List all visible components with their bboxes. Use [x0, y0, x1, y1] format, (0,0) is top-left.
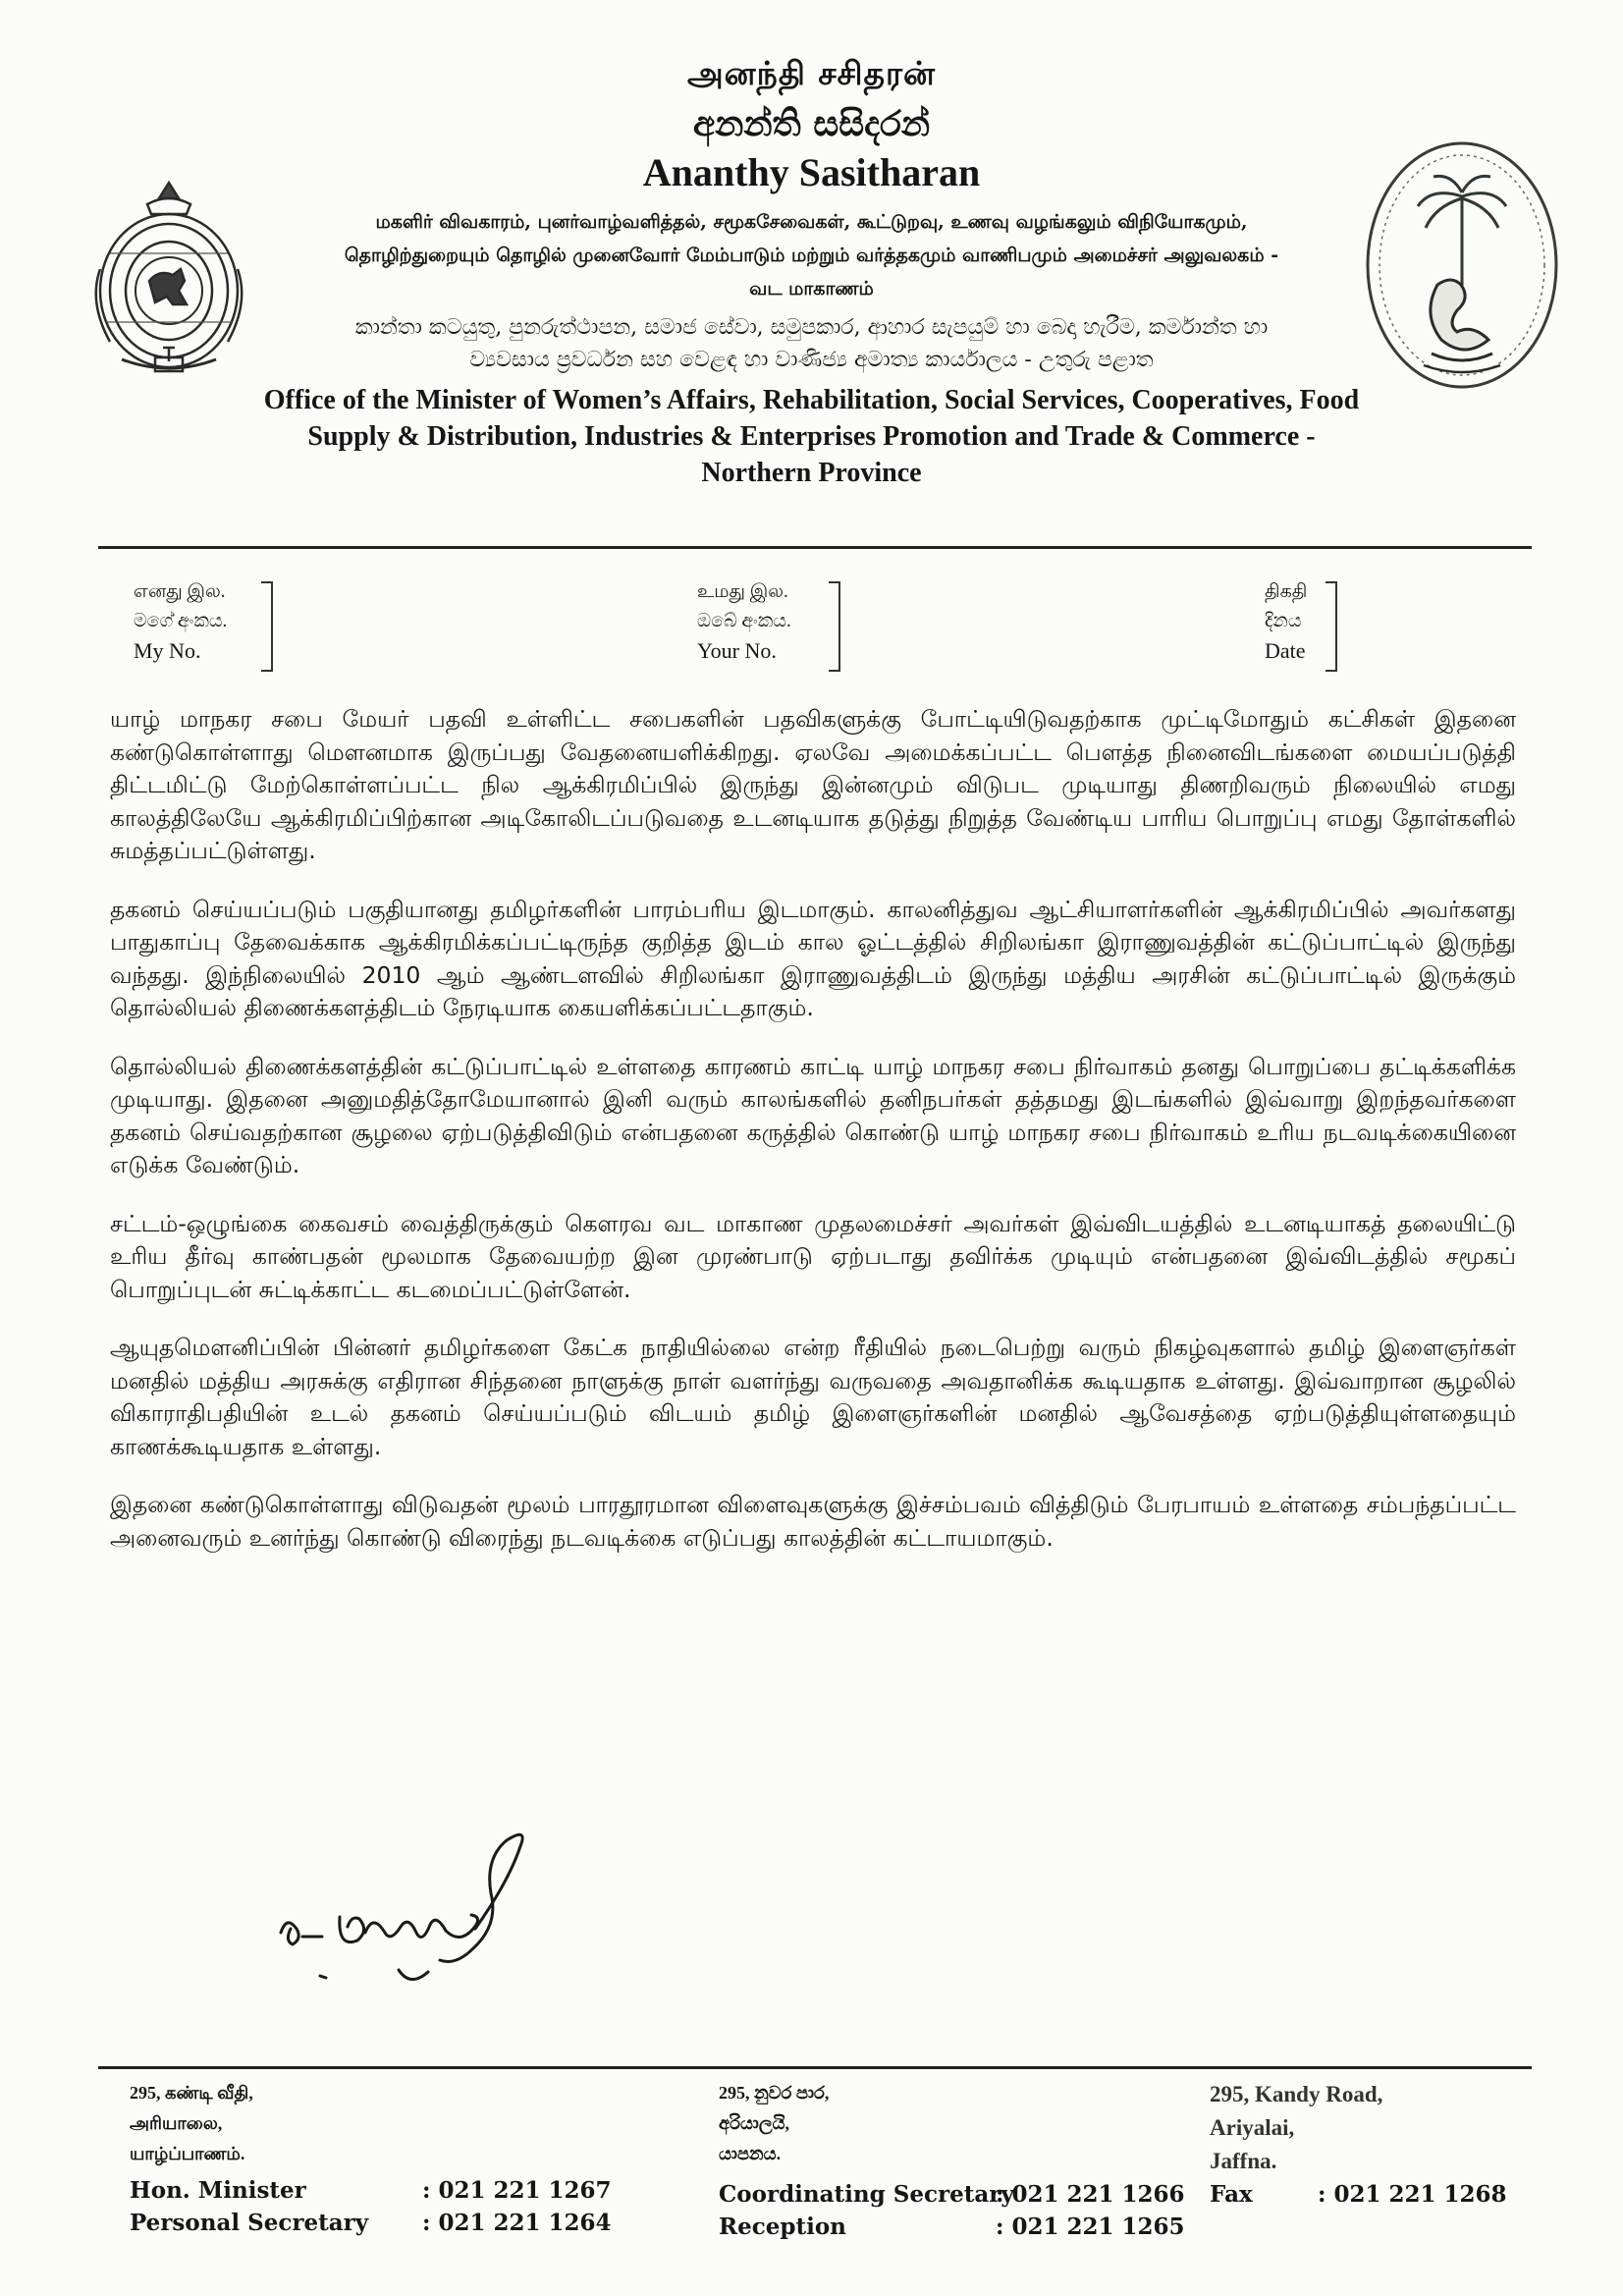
- address-line: 295, கண்டி வீதி,: [130, 2083, 253, 2103]
- body-paragraph: தகனம் செய்யப்படும் பகுதியானது தமிழர்களின் பாரம்பரிய இடமாகும். காலனித்துவ ஆட்சியாளர்களின் ஆக்கிரமிப்பில் அவர்களது பாதுகாப்பு தேவைக்காக ஆக்கிரமிக்கப்பட்டிருந்த குறித்த இடம் கால ஓட்டத்தில் சிறிலங்கா இராணுவத்தின் கட்டுப்பாட்டில் இருந்து வந்தது. இந்நிலையில் 2010 ஆம் ஆண்டளவில் சிறிலங்கா இராணுவத்திடம் இருந்து மத்திய அரசின் கட்டுப்பாட்டில் இருக்கும் தொல்லியல் திணைக்களத்திடம் நேரடியாக கையளிக்கப்பட்டதாகும்.: [110, 895, 1516, 1021]
- ref-date-si: දිනය: [1265, 611, 1302, 631]
- ref-bracket: [261, 581, 273, 672]
- contact-number: : 021 221 1264: [422, 2210, 612, 2236]
- minister-name-tamil: அனந்தி சசிதரன்: [686, 54, 937, 92]
- contact-row: [719, 2178, 1185, 2211]
- address-english: [1210, 2078, 1382, 2178]
- body-paragraph: தொல்லியல் திணைக்களத்தின் கட்டுப்பாட்டில் உள்ளதை காரணம் காட்டி யாழ் மாநகர சபை நிர்வாகம் தனது பொறுப்பை தட்டிக்களிக்க முடியாது. இதனை அனுமதித்தோமேயானால் இனி வரும் காலங்களில் தனிநபர்கள் தத்தமது இடங்களில் இவ்வாறு இறந்தவர்களை தகனம் செய்வதற்கான சூழலை ஏற்படுத்திவிடும் என்பதனை கருத்தில் கொண்டு யாழ் மாநகர சபை நிர்வாகம் உரிய நடவடிக்கையினை எடுக்க வேண்டும்.: [110, 1052, 1516, 1178]
- office-title-sinhala: කාන්තා කටයුතු, පුනරුත්ථාපන, සමාජ සේවා, සමුපකාර, ආහාර සැපයුම් හා බෙදා හැරීම, කර්මාන්ත හා ව්‍යවසාය ප්‍රවර්ධන සහ වෙළඳ හා වාණිජ්‍ය අමාත්‍ය කාර්යාලය - උතුරු පළාත: [354, 315, 1269, 372]
- address-line: යාපනය.: [719, 2144, 782, 2163]
- address-line: Jaffna.: [1210, 2149, 1277, 2173]
- ref-my-no-en: My No.: [134, 638, 201, 663]
- ref-date: [1265, 577, 1307, 666]
- contact-number: : 021 221 1265: [996, 2214, 1185, 2240]
- address-line: 295, නුවර පාර,: [719, 2083, 830, 2103]
- ref-my-no: [134, 577, 227, 666]
- address-line: Ariyalai,: [1210, 2115, 1295, 2140]
- contact-label: Coordinating Secretary: [719, 2181, 1014, 2208]
- ref-date-ta: திகதி: [1265, 581, 1308, 602]
- body-paragraph: யாழ் மாநகர சபை மேயர் பதவி உள்ளிட்ட சபைகளின் பதவிகளுக்கு போட்டியிடுவதற்காக முட்டிமோதும் கட்சிகள் இதனை கண்டுகொள்ளாது மௌனமாக இருப்பது வேதனையளிக்கிறது. ஏலவே அமைக்கப்பட்ட பௌத்த நினைவிடங்களை மையப்படுத்தி திட்டமிட்டு மேற்கொள்ளப்பட்ட நில ஆக்கிரமிப்பில் இருந்து இன்னமும் விடுபட முடியாது திணறிவரும் நிலையில் எமது காலத்திலேயே ஆக்கிரமிப்பிற்கான அடிகோலிடப்படுவதை உடனடியாக தடுத்து நிறுத்த வேண்டிய பாரிய பொறுப்பு எமது தோள்களில் சுமத்தப்பட்டுள்ளது.: [110, 705, 1516, 864]
- office-title-tamil: மகளிர் விவகாரம், புனர்வாழ்வளித்தல், சமூகசேவைகள், கூட்டுறவு, உணவு வழங்கலும் விநியோகமும், தொழிற்துறையும் தொழில் முனைவோர் மேம்பாடும் மற்றும் வர்த்தகமும் வாணிபமும் அமைச்சர் அலுவலகம் - வட மாகாணம்: [344, 211, 1279, 300]
- contact-label: Personal Secretary: [130, 2210, 369, 2236]
- minister-name-sinhala: අනන්ති සසිදරන්: [692, 103, 931, 144]
- letter-body: [110, 703, 1516, 1580]
- footer-divider: [98, 2066, 1532, 2069]
- contact-label: Reception: [719, 2214, 846, 2240]
- ref-my-no-ta: எனது இல.: [134, 581, 226, 602]
- address-line: අරියාලයි,: [719, 2113, 789, 2133]
- body-paragraph: ஆயுதமௌனிப்பின் பின்னர் தமிழர்களை கேட்க நாதியில்லை என்ற ரீதியில் நடைபெற்று வரும் நிகழ்வுகளால் தமிழ் இளைஞர்கள் மனதில் மத்திய அரசுக்கு எதிரான சிந்தனை நாளுக்கு நாள் வளர்ந்து வருவதை அவதானிக்க கூடியதாக உள்ளது. இவ்வாறான சூழலில் விகாராதிபதியின் உடல் தகனம் செய்யப்படும் விடயம் தமிழ் இளைஞர்களின் மனதில் ஆவேசத்தை ஏற்படுத்தியுள்ளதையும் காணக்கூடியதாக உள்ளது.: [110, 1334, 1516, 1460]
- contacts-left: [130, 2174, 612, 2239]
- office-title-english: Office of the Minister of Women’s Affairs, Rehabilitation, Social Services, Cooperatives, Food Supply & Distribution, Industries & Enterprises Promotion and Trade & Commerce - Northern Province: [263, 385, 1360, 488]
- address-line: 295, Kandy Road,: [1210, 2082, 1383, 2106]
- ref-your-no-si: ඔබේ අංකය.: [697, 611, 791, 631]
- ref-your-no: [697, 577, 791, 666]
- contacts-right: [1210, 2178, 1507, 2211]
- address-sinhala: [719, 2078, 829, 2169]
- address-tamil: [130, 2078, 253, 2169]
- contact-label: Hon. Minister: [130, 2177, 306, 2204]
- contact-number: : 021 221 1267: [422, 2177, 612, 2204]
- ref-your-no-ta: உமது இல.: [697, 581, 788, 602]
- ref-your-no-en: Your No.: [697, 638, 777, 663]
- ref-my-no-si: මගේ අංකය.: [134, 611, 228, 631]
- contact-label: Fax: [1210, 2181, 1253, 2208]
- contact-row: [130, 2174, 612, 2207]
- address-line: யாழ்ப்பாணம்.: [130, 2144, 245, 2163]
- header-divider: [98, 546, 1532, 549]
- contact-number: : 021 221 1268: [1318, 2181, 1507, 2208]
- ref-bracket: [1325, 581, 1337, 672]
- letterhead: [0, 54, 1623, 491]
- ref-date-en: Date: [1265, 638, 1306, 663]
- contacts-mid: [719, 2178, 1185, 2243]
- body-paragraph: சட்டம்-ஒழுங்கை கைவசம் வைத்திருக்கும் கௌரவ வட மாகாண முதலமைச்சர் அவர்கள் இவ்விடயத்தில் உடனடியாகத் தலையிட்டு உரிய தீர்வு காண்பதன் மூலமாக தேவையற்ற இன முரண்பாடு ஏற்படாது தவிர்க்க முடியும் என்பதனை இவ்விடத்தில் சமூகப் பொறுப்புடன் சுட்டிக்காட்ட கடமைப்பட்டுள்ளேன்.: [110, 1209, 1516, 1303]
- minister-name-english: Ananthy Sasitharan: [642, 150, 981, 194]
- contact-row: [719, 2211, 1185, 2243]
- handwritten-signature: [263, 1823, 577, 2009]
- contact-row: [1210, 2178, 1507, 2211]
- contact-number: : 021 221 1266: [996, 2181, 1185, 2208]
- ref-bracket: [829, 581, 840, 672]
- contact-row: [130, 2207, 612, 2239]
- body-paragraph: இதனை கண்டுகொள்ளாது விடுவதன் மூலம் பாரதூரமான விளைவுகளுக்கு இச்சம்பவம் வித்திடும் பேரபாயம் உள்ளதை சம்பந்தப்பட்ட அனைவரும் உனர்ந்து கொண்டு விரைந்து நடவடிக்கை எடுப்பது காலத்தின் கட்டாயமாகும்.: [110, 1491, 1516, 1552]
- address-line: அரியாலை,: [130, 2113, 223, 2133]
